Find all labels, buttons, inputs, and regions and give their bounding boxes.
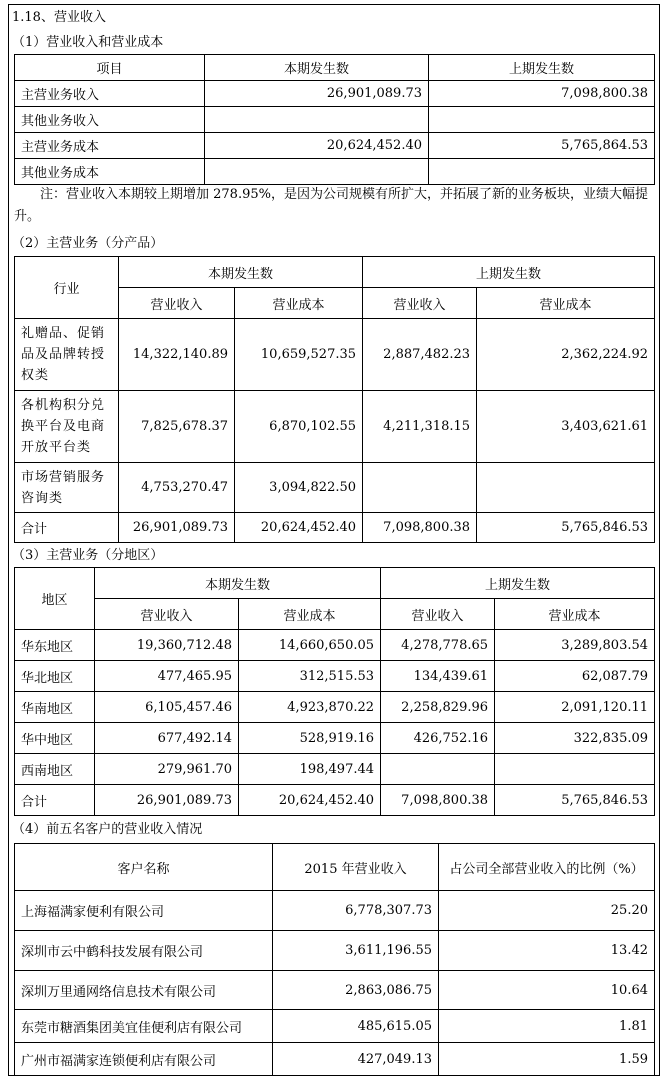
revenue-note: 注：营业收入本期较上期增加 278.95%，是因为公司规模有所扩大，并拓展了新的业务板块，业绩大幅提升。 [14,187,648,224]
cell-current-cost: 198,497.44 [239,754,381,785]
cell-prior-cost: 3,403,621.61 [477,391,655,463]
cell-prior-revenue: 7,098,800.38 [381,785,495,816]
cell-current-revenue: 26,901,089.73 [119,513,235,543]
row-label: 华东地区 [15,630,95,661]
cell-current-revenue: 26,901,089.73 [95,785,239,816]
row-label: 其他业务收入 [15,107,205,133]
cell-current-revenue: 6,105,457.46 [95,692,239,723]
row-label: 各机构积分兑换平台及电商开放平台类 [15,391,119,463]
table-row [15,971,655,1010]
cell-current-revenue: 477,465.95 [95,661,239,692]
table3-title: （3）主营业务（分地区） [12,548,164,563]
row-label: 主营业务收入 [15,81,205,107]
section-title: 1.18、营业收入 [12,10,106,25]
customer-percentage: 13.42 [439,931,655,971]
cell-current-revenue: 677,492.14 [95,723,239,754]
cell-prior-revenue: 134,439.61 [381,661,495,692]
header-cost: 营业成本 [239,599,381,630]
row-label: 市场营销服务咨询类 [15,463,119,513]
cell-prior-revenue: 4,278,778.65 [381,630,495,661]
cell-prior-revenue: 2,887,482.23 [363,319,477,391]
header-prior: 上期发生数 [381,568,655,599]
table-header-row [15,568,655,599]
row-label: 礼赠品、促销品及品牌转授权类 [15,319,119,391]
cell-prior-revenue: 7,098,800.38 [363,513,477,543]
row-label: 华中地区 [15,723,95,754]
customer-revenue: 2,863,086.75 [273,971,439,1010]
row-label: 华南地区 [15,692,95,723]
cell-current-revenue: 279,961.70 [95,754,239,785]
cell-prior-cost: 62,087.79 [495,661,655,692]
cell-prior-revenue: 4,211,318.15 [363,391,477,463]
customer-name: 深圳市云中鹤科技发展有限公司 [15,931,273,971]
header-cost: 营业成本 [477,288,655,319]
cell-current-cost: 6,870,102.55 [235,391,363,463]
row-label: 合计 [15,785,95,816]
cell-current-revenue: 4,753,270.47 [119,463,235,513]
customer-revenue: 485,615.05 [273,1010,439,1043]
cell-current-revenue: 7,825,678.37 [119,391,235,463]
cell-prior [429,159,655,185]
table-row [15,391,655,463]
table2-title: （2）主营业务（分产品） [12,236,164,251]
header-industry: 行业 [15,257,119,319]
cell-prior: 5,765,864.53 [429,133,655,159]
cell-prior-revenue: 426,752.16 [381,723,495,754]
table1-title: （1）营业收入和营业成本 [12,35,164,50]
table-row [15,754,655,785]
header-item: 项目 [15,55,205,81]
header-revenue-2015: 2015 年营业收入 [273,844,439,891]
revenue-by-product-table [14,256,655,543]
customer-revenue: 427,049.13 [273,1043,439,1076]
header-revenue: 营业收入 [95,599,239,630]
customer-name: 深圳万里通网络信息技术有限公司 [15,971,273,1010]
revenue-by-region-table [14,567,655,816]
cell-prior-cost: 322,835.09 [495,723,655,754]
row-label: 主营业务成本 [15,133,205,159]
cell-prior-cost [495,754,655,785]
table-row [15,1010,655,1043]
header-region: 地区 [15,568,95,630]
header-prior: 上期发生数 [429,55,655,81]
cell-prior-revenue [381,754,495,785]
table-header-row [15,257,655,288]
table-row [15,1043,655,1076]
cell-prior-revenue [363,463,477,513]
table4-title: （4）前五名客户的营业收入情况 [12,822,203,837]
header-current: 本期发生数 [205,55,429,81]
cell-prior-cost [477,463,655,513]
cell-prior-revenue: 2,258,829.96 [381,692,495,723]
cell-current-cost: 3,094,822.50 [235,463,363,513]
row-label: 合计 [15,513,119,543]
table-row [15,785,655,816]
cell-current-cost: 20,624,452.40 [235,513,363,543]
customer-name: 东莞市糖酒集团美宜佳便利店有限公司 [15,1010,273,1043]
table-row [15,513,655,543]
revenue-cost-table [14,54,655,185]
header-revenue: 营业收入 [381,599,495,630]
header-cost: 营业成本 [495,599,655,630]
cell-prior-cost: 5,765,846.53 [477,513,655,543]
customer-percentage: 10.64 [439,971,655,1010]
top-customers-table [14,843,655,1076]
cell-prior: 7,098,800.38 [429,81,655,107]
cell-prior-cost: 2,091,120.11 [495,692,655,723]
customer-name: 上海福满家便利有限公司 [15,891,273,931]
cell-current-cost: 20,624,452.40 [239,785,381,816]
cell-current: 26,901,089.73 [205,81,429,107]
table-row [15,661,655,692]
table-row [15,159,655,185]
table-row [15,107,655,133]
table-row [15,319,655,391]
cell-current-cost: 10,659,527.35 [235,319,363,391]
cell-current-revenue: 14,322,140.89 [119,319,235,391]
table-row [15,692,655,723]
table-row [15,931,655,971]
row-label: 西南地区 [15,754,95,785]
table-row [15,463,655,513]
cell-current-cost: 528,919.16 [239,723,381,754]
customer-percentage: 25.20 [439,891,655,931]
header-current: 本期发生数 [95,568,381,599]
cell-prior-cost: 2,362,224.92 [477,319,655,391]
cell-prior-cost: 3,289,803.54 [495,630,655,661]
cell-current-revenue: 19,360,712.48 [95,630,239,661]
table-header-row [15,599,655,630]
table-header-row [15,55,655,81]
customer-name: 广州市福满家连锁便利店有限公司 [15,1043,273,1076]
table-row [15,630,655,661]
cell-current [205,159,429,185]
customer-percentage: 1.59 [439,1043,655,1076]
header-prior: 上期发生数 [363,257,655,288]
cell-current [205,107,429,133]
cell-current-cost: 4,923,870.22 [239,692,381,723]
row-label: 华北地区 [15,661,95,692]
cell-prior-cost: 5,765,846.53 [495,785,655,816]
header-cost: 营业成本 [235,288,363,319]
row-label: 其他业务成本 [15,159,205,185]
header-revenue: 营业收入 [363,288,477,319]
cell-prior [429,107,655,133]
table-row [15,723,655,754]
header-percentage: 占公司全部营业收入的比例（%） [439,844,655,891]
table-row [15,81,655,107]
header-revenue: 营业收入 [119,288,235,319]
cell-current: 20,624,452.40 [205,133,429,159]
customer-percentage: 1.81 [439,1010,655,1043]
cell-current-cost: 14,660,650.05 [239,630,381,661]
table-header-row [15,844,655,891]
customer-revenue: 6,778,307.73 [273,891,439,931]
table-row [15,133,655,159]
header-current: 本期发生数 [119,257,363,288]
customer-revenue: 3,611,196.55 [273,931,439,971]
cell-current-cost: 312,515.53 [239,661,381,692]
header-customer: 客户名称 [15,844,273,891]
table-row [15,891,655,931]
